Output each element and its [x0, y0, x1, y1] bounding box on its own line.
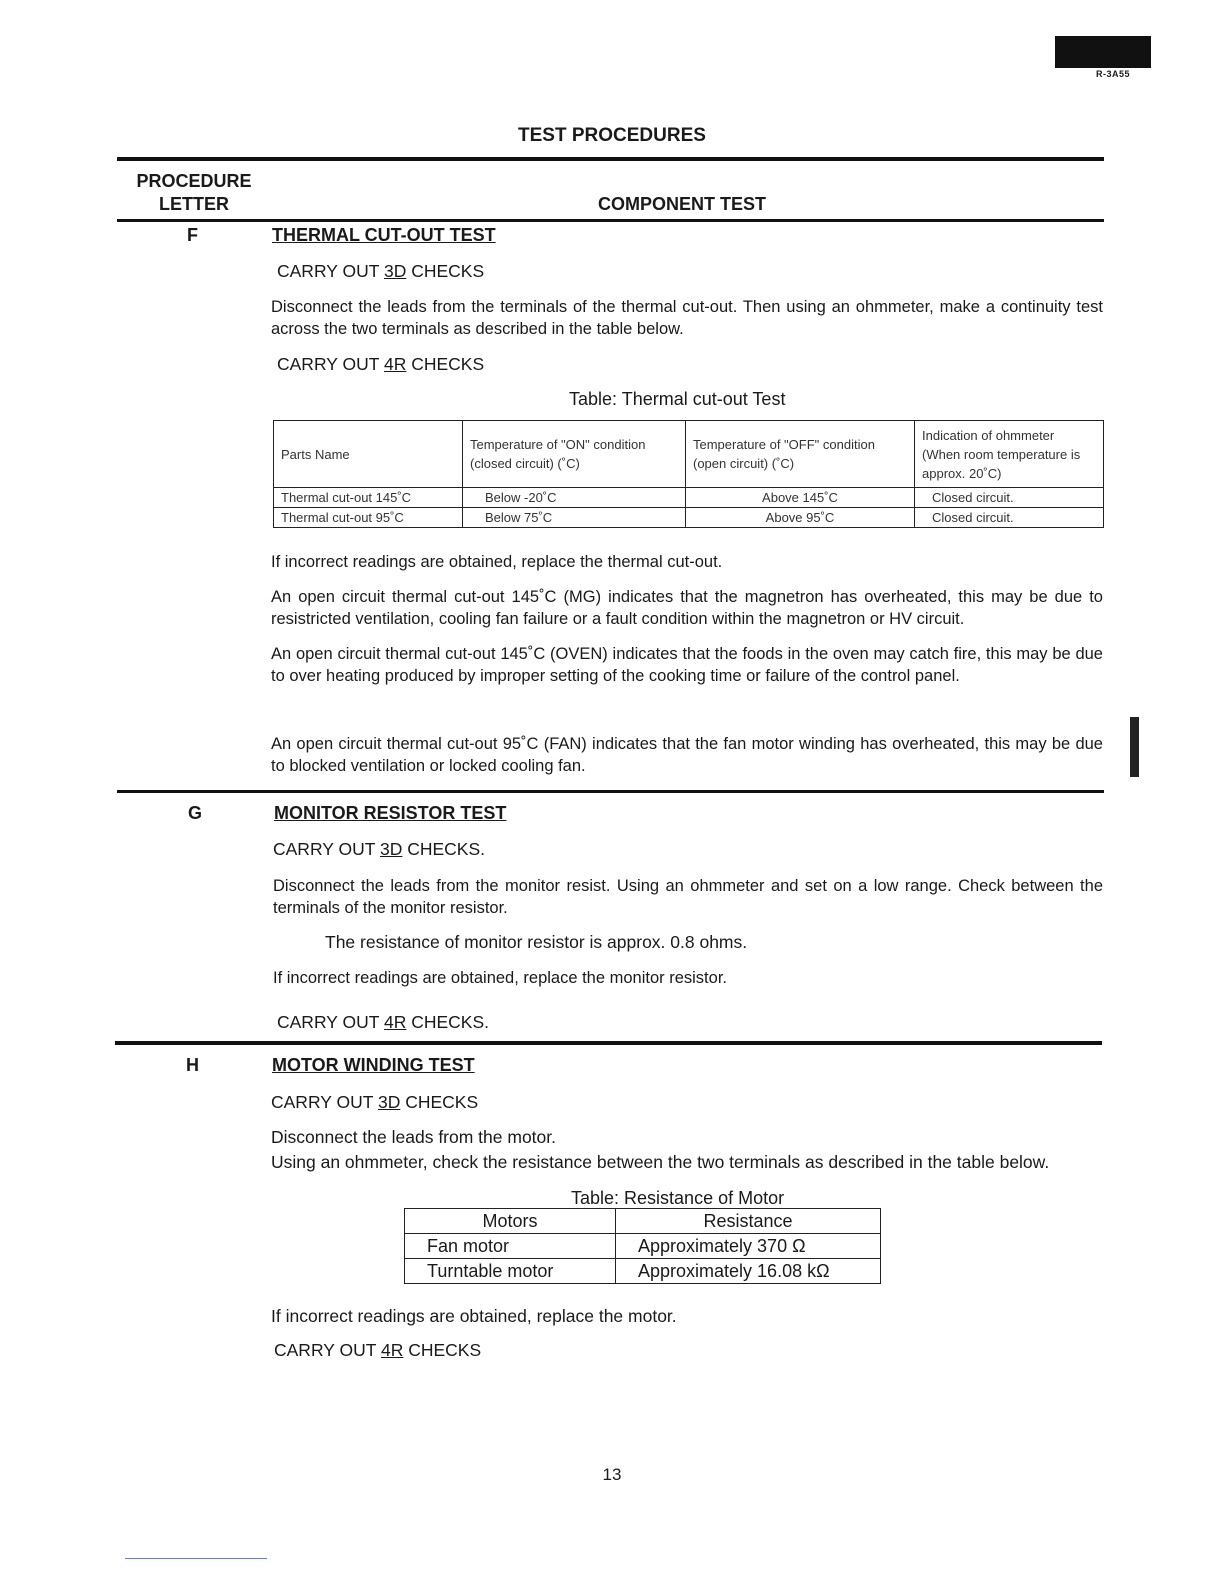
table-cell: Fan motor [405, 1234, 616, 1259]
table-cell: Below -20˚C [463, 488, 686, 508]
thermal-cutout-table [273, 420, 1104, 528]
carry-out-4r: CARRY OUT 4R CHECKS. [277, 1012, 490, 1032]
table-cell: Above 95˚C [686, 508, 915, 528]
table-header-row [274, 421, 1104, 488]
paragraph: If incorrect readings are obtained, replace the monitor resistor. [273, 969, 727, 987]
table-header-row [405, 1209, 881, 1234]
divider [117, 157, 1104, 161]
table-cell: Closed circuit. [915, 508, 1104, 528]
table-cell: Approximately 370 Ω [616, 1234, 881, 1259]
carry-out-3d: CARRY OUT 3D CHECKS [271, 1092, 479, 1112]
carry-out-3d: CARRY OUT 3D CHECKS [277, 261, 485, 281]
motor-resistance-table [404, 1208, 881, 1284]
procedure-letter-g: G [188, 803, 203, 823]
footnote-rule [125, 1558, 267, 1559]
paragraph: Disconnect the leads from the terminals of the thermal cut-out. Then using an ohmmeter, make a continuity test across the two terminals as described in the table below. [271, 298, 1103, 338]
table-cell: Thermal cut-out 95˚C [274, 508, 463, 528]
section-title-monitor-resistor: MONITOR RESISTOR TEST [274, 803, 507, 823]
divider [117, 790, 1104, 793]
paragraph: Disconnect the leads from the motor. [271, 1127, 556, 1147]
paragraph: Disconnect the leads from the monitor resist. Using an ohmmeter and set on a low range. Check between the terminals of the monitor resistor. [273, 877, 1103, 917]
table-cell: Below 75˚C [463, 508, 686, 528]
table-caption: Table: Thermal cut-out Test [569, 389, 786, 409]
table-row [405, 1259, 881, 1284]
paragraph: If incorrect readings are obtained, replace the motor. [271, 1306, 677, 1326]
table-cell: Above 145˚C [686, 488, 915, 508]
section-title-motor-winding: MOTOR WINDING TEST [272, 1055, 475, 1075]
model-number: R-3A55 [1096, 69, 1131, 79]
page-tab-marker [1055, 36, 1151, 68]
paragraph: An open circuit thermal cut-out 145˚C (MG) indicates that the magnetron has overheated, this may be due to resistricted ventilation, cooling fan failure or a fault condition within the magnetron or HV circuit. [271, 588, 1103, 628]
table-caption: Table: Resistance of Motor [571, 1188, 785, 1208]
paragraph: Using an ohmmeter, check the resistance between the two terminals as described in the table below. [271, 1152, 1050, 1172]
table-row [274, 508, 1104, 528]
procedure-letter-header: PROCEDURE LETTER [136, 171, 252, 214]
section-title-thermal-cutout: THERMAL CUT-OUT TEST [272, 225, 496, 245]
column-header: Indication of ohmmeter (When room temperature is approx. 20˚C) [915, 421, 1104, 488]
procedure-letter-f: F [187, 225, 198, 245]
divider [115, 1041, 1102, 1045]
revision-bar [1130, 717, 1139, 777]
table-cell: Turntable motor [405, 1259, 616, 1284]
table-row [274, 488, 1104, 508]
procedure-letter-h: H [186, 1055, 199, 1075]
paragraph: An open circuit thermal cut-out 95˚C (FAN) indicates that the fan motor winding has overheated, this may be due to blocked ventilation or locked cooling fan. [271, 735, 1103, 775]
page-number: 13 [602, 1465, 622, 1484]
column-header: Resistance [616, 1209, 881, 1234]
divider [117, 219, 1104, 222]
carry-out-4r: CARRY OUT 4R CHECKS [274, 1340, 482, 1360]
column-header: Parts Name [274, 421, 463, 488]
table-cell: Approximately 16.08 kΩ [616, 1259, 881, 1284]
table-cell: Closed circuit. [915, 488, 1104, 508]
column-header: Motors [405, 1209, 616, 1234]
page-title: TEST PROCEDURES [518, 125, 706, 146]
table-cell: Thermal cut-out 145˚C [274, 488, 463, 508]
paragraph: An open circuit thermal cut-out 145˚C (OVEN) indicates that the foods in the oven may catch fire, this may be due to over heating produced by improper setting of the cooking time or failure of the control panel. [271, 645, 1103, 685]
column-header: Temperature of "ON" condition (closed circuit) (˚C) [463, 421, 686, 488]
paragraph: If incorrect readings are obtained, replace the thermal cut-out. [271, 553, 723, 571]
table-row [405, 1234, 881, 1259]
carry-out-3d: CARRY OUT 3D CHECKS. [273, 839, 486, 859]
carry-out-4r: CARRY OUT 4R CHECKS [277, 354, 485, 374]
resistance-value: The resistance of monitor resistor is approx. 0.8 ohms. [325, 932, 748, 952]
component-test-header: COMPONENT TEST [598, 194, 767, 214]
column-header: Temperature of "OFF" condition (open circuit) (˚C) [686, 421, 915, 488]
